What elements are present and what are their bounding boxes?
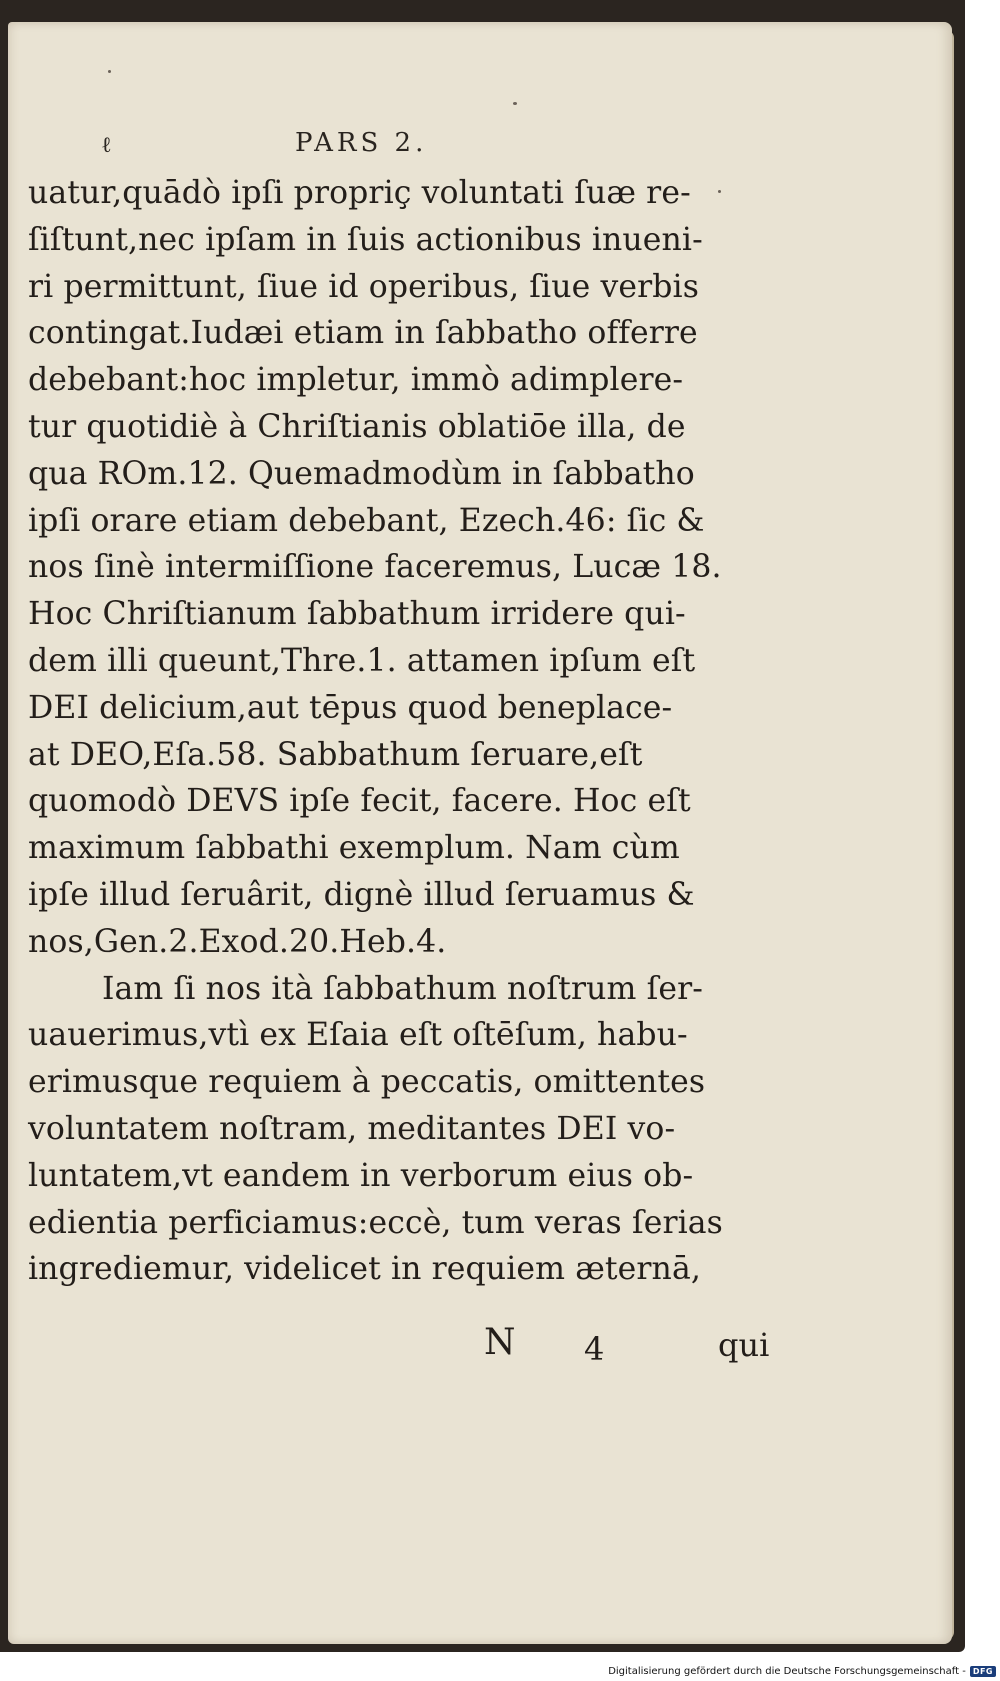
text-line: erimusque requiem à peccatis, omittentes (28, 1064, 706, 1101)
text-line: nos,Gen.2.Exod.20.Heb.4. (28, 923, 447, 960)
text-line: nos ſinè intermiſſione faceremus, Lucæ 18. (28, 549, 722, 586)
text-line: uatur,quādò ipſi propriç voluntati ſuæ re- (28, 175, 691, 211)
paper-speck (108, 70, 111, 73)
running-head: PARS 2. (295, 128, 428, 158)
signature-mark: N (484, 1322, 516, 1363)
footer-text: Digitalisierung gefördert durch die Deutsche Forschungsgemeinschaft - (608, 1666, 966, 1677)
text-line: luntatem,vt eandem in verborum eius ob- (28, 1157, 694, 1194)
text-line: ri permittunt, ſiue id operibus, ſiue verbis (28, 268, 699, 305)
text-line: quomodò DEVS ipſe fecit, facere. Hoc eſt (28, 783, 691, 820)
text-line: voluntatem noſtram, meditantes DEI vo- (28, 1110, 676, 1147)
text-line: DEI delicium,aut tēpus quod beneplace- (28, 689, 673, 726)
text-line: qua ROm.12. Quemadmodùm in ſabbatho (28, 455, 695, 492)
text-line: ingrediemur, videlicet in requiem æternā, (28, 1251, 701, 1288)
text-line: Hoc Chriſtianum ſabbathum irridere qui- (28, 596, 686, 633)
text-line: contingat.Iudæi etiam in ſabbatho offerre (28, 315, 698, 352)
dfg-logo: DFG (970, 1666, 996, 1677)
text-line: tur quotidiè à Chriſtianis oblatiōe illa, de (28, 408, 686, 445)
catchword: qui (718, 1326, 770, 1364)
text-line: ipſi orare etiam debebant, Ezech.46: ſic & (28, 502, 705, 539)
signature-number: 4 (584, 1330, 605, 1368)
paragraph-start-line: Iam ſi nos ità ſabbathum noſtrum ſer- (102, 970, 703, 1007)
body-text (28, 170, 788, 1293)
text-line: uauerimus,vtì ex Eſaia eſt oſtēſum, habu- (28, 1017, 688, 1054)
text-line: debebant:hoc impletur, immò adimplere- (28, 362, 684, 399)
text-line: ipſe illud ſeruârit, dignè illud ſeruamus & (28, 876, 695, 913)
text-line: ſiſtunt,nec ipſam in ſuis actionibus inueni- (28, 221, 703, 258)
text-line: edientia perficiamus:eccè, tum veras ſerias (28, 1204, 723, 1241)
text-line: at DEO,Eſa.58. Sabbathum ſeruare,eſt (28, 736, 643, 773)
digitization-footer (608, 1666, 996, 1677)
text-line: maximum ſabbathi exemplum. Nam cùm (28, 830, 680, 867)
header-mark: ℓ (101, 133, 112, 158)
text-line: dem illi queunt,Thre.1. attamen ipſum eſt (28, 642, 696, 679)
paper-speck (513, 102, 517, 105)
